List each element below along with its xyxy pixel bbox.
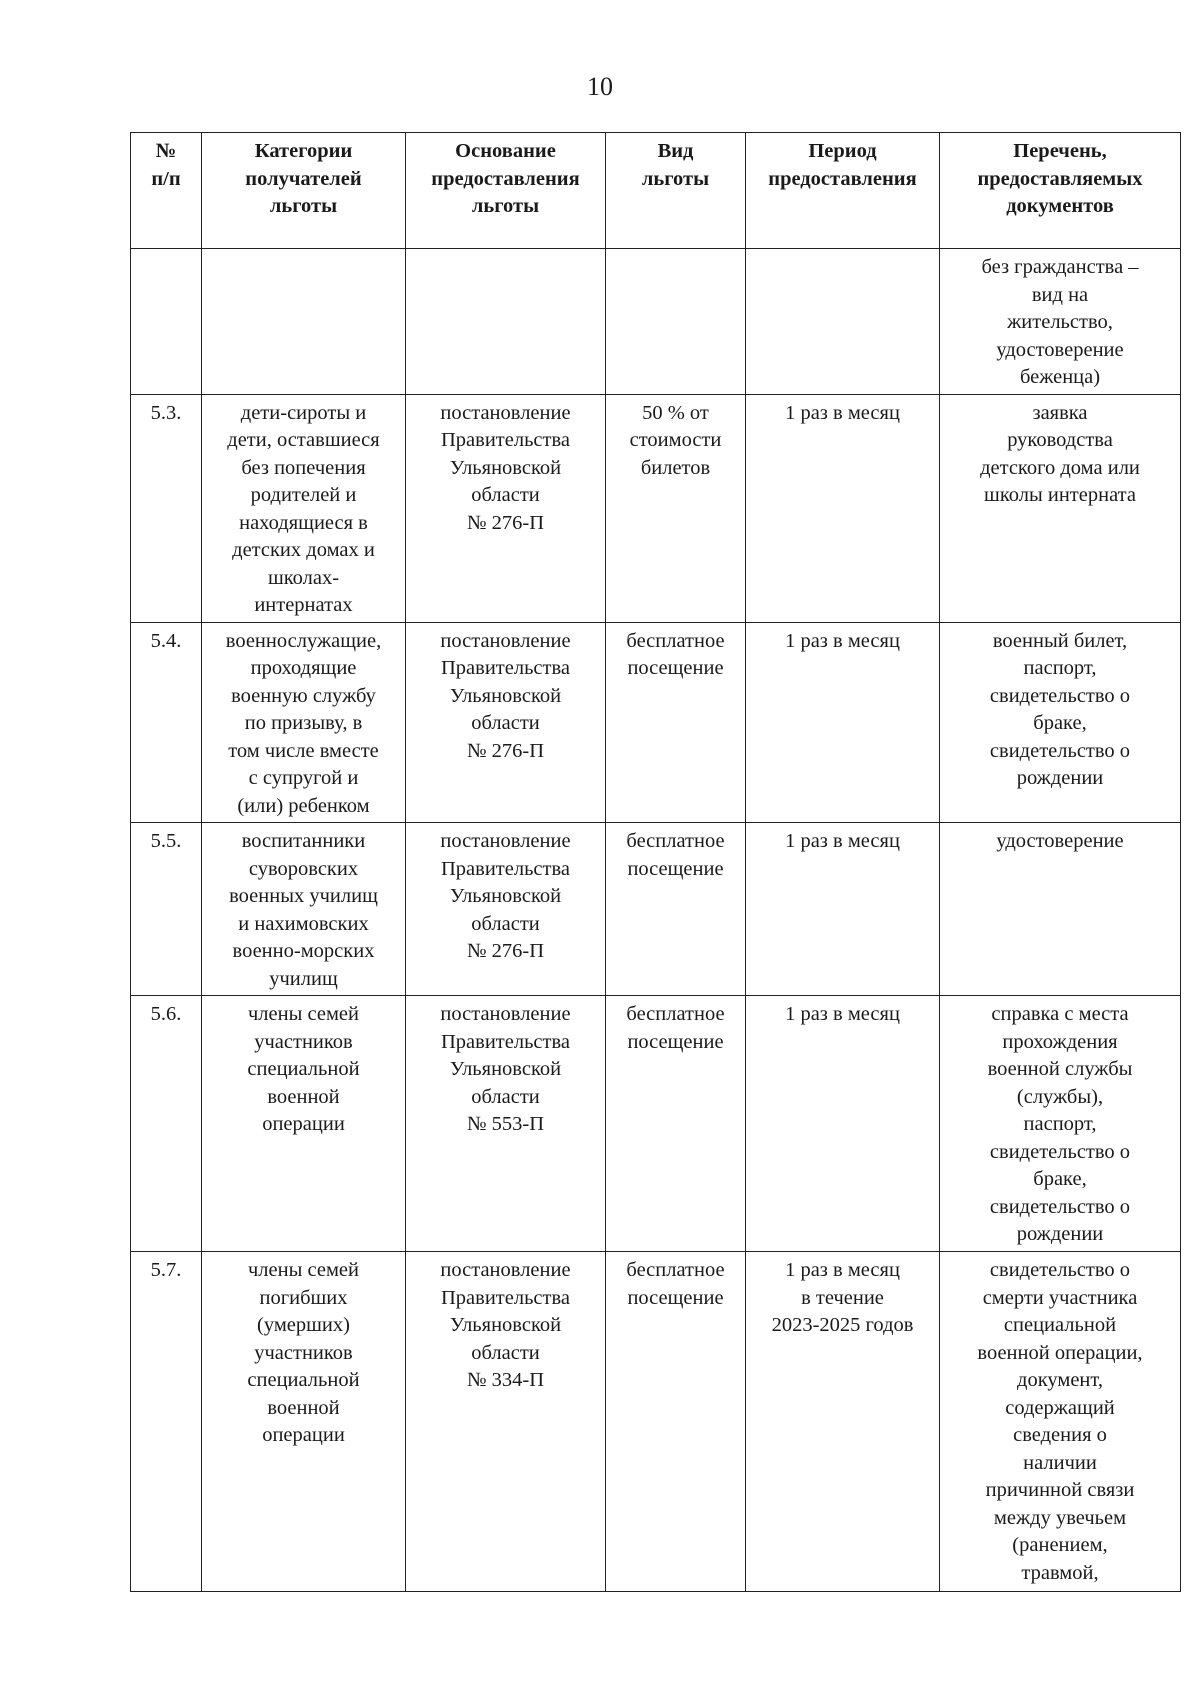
table-row [131, 394, 1181, 622]
row-number: 5.7. [131, 1252, 202, 1592]
row-documents: заявка руководства детского дома или школы интерната [940, 394, 1181, 622]
row-basis: постановление Правительства Ульяновской области № 553-П [406, 996, 606, 1252]
row-kind: бесплатное посещение [606, 622, 746, 823]
row-documents: удостоверение [940, 823, 1181, 996]
row-kind: 50 % от стоимости билетов [606, 394, 746, 622]
benefits-table [130, 132, 1181, 1592]
header-basis: Основание предоставления льготы [406, 133, 606, 249]
header-kind: Вид льготы [606, 133, 746, 249]
row-number: 5.3. [131, 394, 202, 622]
row-number: 5.5. [131, 823, 202, 996]
row-basis: постановление Правительства Ульяновской области № 276-П [406, 622, 606, 823]
row-kind: бесплатное посещение [606, 1252, 746, 1592]
row-period [746, 249, 940, 395]
table-row [131, 823, 1181, 996]
row-category: воспитанники суворовских военных училищ и нахимовских военно-морских училищ [202, 823, 406, 996]
header-number: № п/п [131, 133, 202, 249]
table-row [131, 1252, 1181, 1592]
row-basis: постановление Правительства Ульяновской области № 334-П [406, 1252, 606, 1592]
row-documents: без гражданства – вид на жительство, удостоверение беженца) [940, 249, 1181, 395]
row-category: члены семей погибших (умерших) участников специальной военной операции [202, 1252, 406, 1592]
header-period: Период предоставления [746, 133, 940, 249]
row-period: 1 раз в месяц [746, 622, 940, 823]
row-category: военнослужащие, проходящие военную службу по призыву, в том числе вместе с супругой и (или) ребенком [202, 622, 406, 823]
row-period: 1 раз в месяц [746, 996, 940, 1252]
row-period: 1 раз в месяц в течение 2023-2025 годов [746, 1252, 940, 1592]
row-basis [406, 249, 606, 395]
row-period: 1 раз в месяц [746, 823, 940, 996]
row-category [202, 249, 406, 395]
table-row [131, 996, 1181, 1252]
row-basis: постановление Правительства Ульяновской области № 276-П [406, 394, 606, 622]
header-category: Категории получателей льготы [202, 133, 406, 249]
row-kind: бесплатное посещение [606, 996, 746, 1252]
row-category: дети-сироты и дети, оставшиеся без попечения родителей и находящиеся в детских домах и школах- интернатах [202, 394, 406, 622]
row-period: 1 раз в месяц [746, 394, 940, 622]
row-kind: бесплатное посещение [606, 823, 746, 996]
row-documents: справка с места прохождения военной службы (службы), паспорт, свидетельство о браке, свидетельство о рождении [940, 996, 1181, 1252]
header-documents: Перечень, предоставляемых документов [940, 133, 1181, 249]
table-row [131, 249, 1181, 395]
row-category: члены семей участников специальной военной операции [202, 996, 406, 1252]
row-kind [606, 249, 746, 395]
table-row [131, 622, 1181, 823]
row-basis: постановление Правительства Ульяновской области № 276-П [406, 823, 606, 996]
row-documents: свидетельство о смерти участника специальной военной операции, документ, содержащий сведения о наличии причинной связи между увечьем (ранением, травмой, [940, 1252, 1181, 1592]
page-number: 10 [587, 72, 613, 101]
row-number: 5.4. [131, 622, 202, 823]
table-header-row [131, 133, 1181, 249]
row-number: 5.6. [131, 996, 202, 1252]
row-number [131, 249, 202, 395]
row-documents: военный билет, паспорт, свидетельство о браке, свидетельство о рождении [940, 622, 1181, 823]
